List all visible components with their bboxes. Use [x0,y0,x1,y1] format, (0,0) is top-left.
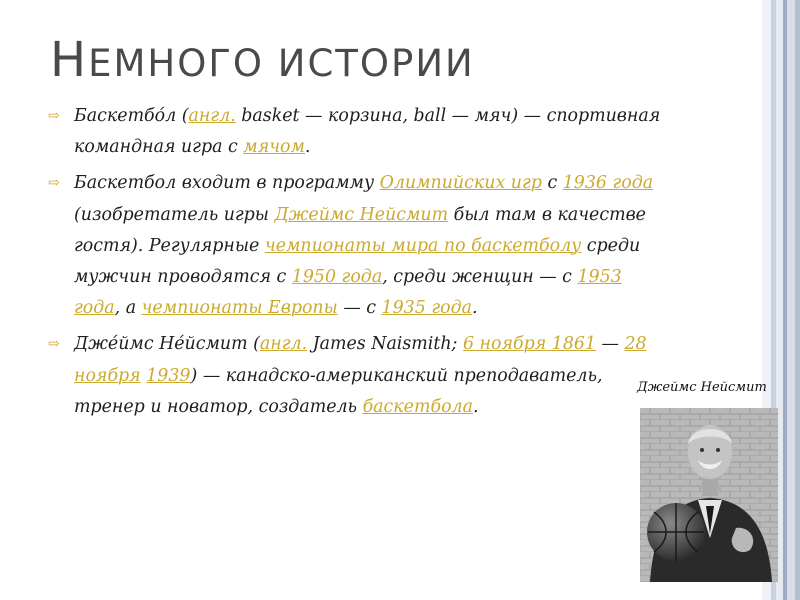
text-segment: basket — корзина, ball — мяч) — спортивная командная игра с [74,106,661,158]
text-link[interactable]: 1935 года [381,298,472,319]
text-link[interactable]: Олимпийских игр [379,173,542,194]
hollow-arrow-bullet-icon: ⇨ [48,175,60,192]
text-segment: (изобретатель игры [74,204,275,225]
text-link[interactable]: мячом [243,137,305,158]
text-segment: , а [114,298,142,319]
text-segment: Баскетбол входит в программу [74,173,380,194]
text-link[interactable]: 1939 [146,365,191,386]
text-link[interactable]: 1950 года [291,267,383,288]
photo-caption: Джеймс Нейсмит [637,380,767,395]
text-segment: , среди женщин — с [382,267,578,288]
text-link[interactable]: 28 ноября [74,334,647,386]
text-link[interactable]: англ. [188,106,236,126]
text-segment: с [541,173,563,194]
text-segment: — [596,334,625,355]
slide-title [50,32,475,88]
bullet-text [74,334,647,416]
hollow-arrow-bullet-icon: ⇨ [48,336,60,353]
bullet-text [74,106,660,157]
text-link[interactable]: Джеймс Нейсмит [274,204,449,225]
text-segment: James Naismith; [307,334,463,355]
text-link[interactable]: 1936 года [562,173,654,194]
naismith-portrait-photo [640,408,778,582]
text-link[interactable]: 6 ноября 1861 [462,334,597,355]
bullet-text [74,173,653,318]
bullet-item-naismith-bio [48,329,673,423]
text-segment: . [472,396,479,417]
text-segment: Баскетбо́л ( [74,106,189,126]
text-segment: . [471,298,478,319]
portrait-illustration [640,408,778,582]
text-segment: Дже́ймс Не́йсмит ( [74,334,260,355]
text-link[interactable]: чемпионаты Европы [141,298,338,319]
text-link[interactable]: баскетбола [362,396,473,417]
bullet-item-olympics-history [48,168,673,324]
bullet-list [48,101,673,428]
text-segment: . [304,137,311,158]
hollow-arrow-bullet-icon: ⇨ [48,108,60,124]
text-segment: ) — канадско-американский преподаватель, тренер и новатор, создатель [74,365,603,417]
slide-title-rest: ЕМНОГО ИСТОРИИ [88,42,475,85]
text-segment: среди мужчин проводятся с [74,235,641,288]
text-segment: был там в качестве гостя). Регулярные [74,204,646,256]
text-segment: — с [337,298,382,319]
text-link[interactable]: англ. [259,334,308,355]
text-link[interactable]: чемпионаты мира по баскетболу [264,235,582,256]
slide-title-first-letter: Н [50,32,89,88]
bullet-item-basketball-definition [48,101,673,163]
text-link[interactable]: 1953 года [74,267,622,319]
